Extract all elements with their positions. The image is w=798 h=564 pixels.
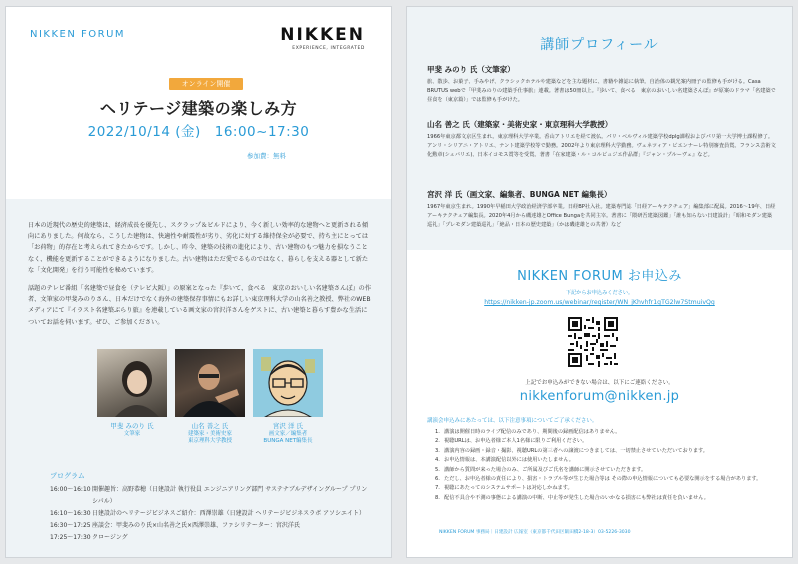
nikken-logo	[280, 25, 365, 51]
speaker-photos	[6, 349, 391, 449]
profile-entry	[427, 119, 777, 160]
event-title: ヘリテージ建築の楽しみ方	[99, 99, 298, 118]
flyer-front-page	[5, 6, 392, 558]
application-instruction: 下記からお申込みください。	[565, 290, 634, 296]
note-item: 3. 講演内容の録画・録音・撮影、視聴URLの第三者への譲渡につきましては、一切禁止させていただいております。	[435, 447, 708, 454]
nikken-tagline: EXPERIENCE, INTEGRATED	[292, 46, 365, 51]
program-item: 日建設計のヘリテージビジネスご紹介：西澤崇雄（日建設計 ヘリテージビジネスラボ アソシエイト）	[92, 510, 365, 517]
program-row	[50, 532, 370, 544]
flyer-back-page	[406, 6, 793, 558]
program-row	[50, 508, 370, 520]
note-item: 1. 講演は開催日時のライブ配信のみであり、期間後の録画配信はありません。	[435, 429, 621, 435]
participation-fee: 参加費：無料	[247, 152, 286, 160]
profile-bio: 1966年東京都文京区生まれ。東京理科大学卒業。香山アトリエを経て渡仏。パリ・ベルヴィル建築学校dplg課程およびパリ第一大学博士課程修了。アンリ・シリアニ・アトリエ、ナント建築学校等で勤務。2002年より東京理科大学勤務。ヴェネツィア・ビエンナーレ特別審査員賞。フランス芸術文化勲章(シュバリエ)、日本イコモス賞等を受賞。著書「在家建築・ル・コルビュジエ作品群」『ジャン・プルーヴェ』など。	[427, 134, 776, 158]
program-time: 16:10～16:30	[50, 510, 91, 517]
speaker-role: 画文家／編集者 BUNGA NET編集長	[263, 430, 313, 444]
alternative-contact-note: 上記でお申込みができない場合は、以下にご連絡ください。	[525, 380, 674, 386]
qr-code-icon[interactable]	[568, 317, 618, 367]
nikken-wordmark: NIKKEN	[280, 25, 365, 45]
speaker-caption	[248, 423, 328, 446]
profile-section	[407, 7, 792, 250]
speaker-name: 宮沢 洋 氏	[272, 422, 304, 430]
speaker-caption	[92, 423, 172, 438]
online-badge: オンライン開催	[169, 78, 243, 90]
event-date: 2022/10/14 (金) 16:00~17:30	[87, 124, 310, 140]
program-item: 座談会：甲斐みのり氏×山名善之氏×西澤崇雄、ファシリテーター：宮沢洋氏	[92, 522, 300, 529]
program-row	[50, 520, 370, 532]
nikken-forum-logo: NIKKEN FORUM	[30, 29, 126, 40]
registration-link[interactable]: https://nikken-jp.zoom.us/webinar/register/WN_jKhvhfr1gTG2lw7StmuivQg	[484, 299, 715, 306]
program-row	[50, 484, 370, 508]
profile-entry	[427, 64, 777, 105]
description-paragraph: 日本の近現代の歴史的建築は、経済成長を優先し、スクラップ＆ビルドにより、今く新しい効率的な建物へと更新される傾向にありました。何故なら、こうした建物は、快適性や耐震性が劣り、劣化に対する維持保全が必要で、持ち主にとっては「お荷物」的存在と考えられてきたからです。しかし、昨今、建築の技術の進化により、古い建物のもつ魅力を損なうことなく、機能を更新することができるようになりました。古い建物はただ愛でるものではなく、暮らしを支える器として新たな「文化開発」を行う可能性を秘めています。	[28, 222, 369, 274]
program-item: クロージング	[92, 534, 128, 541]
contact-email-link[interactable]: nikkenforum@nikken.jp	[519, 389, 680, 404]
profile-heading: 講師プロフィール	[540, 37, 659, 53]
body-section	[6, 199, 391, 558]
profile-bio: 1967年東京生まれ。1990年早稲田大学政治経済学部卒業。日経BP社入社。建築専門誌「日経アーキテクチュア」編集部に配属。2016～19年、日経アーキテクチュア編集長。2020年4月から磯達雄とOffice Bungaを共同主宰。著書に「隈研吾建築図鑑」「誰も知らない日建設計」「昭和モダン建築巡礼」「プレモダン建築巡礼」「絶品・日本の歴史建築」（かは磯達雄との共著）など	[427, 204, 776, 228]
speaker-illustration-miyazawa	[253, 349, 323, 417]
description-paragraph: 話題のテレビ番組「名建築で昼食を（テレビ大阪）」の原案となった『歩いて、食べる 東京のおいしい名建築さんぽ』の作者、文筆家の甲斐みのりさん、日本だけでなく海外の建築保存事情にもお詳しい東京理科大学の山名善之教授、弊社のWEBメディアにて『イラスト名建築ぶらり旅』を連載している画文家の宮沢洋さんをゲストに、古い建築と暮らす豊かな生活についてお話を伺います。ぜひ、ご参加ください。	[28, 285, 372, 326]
note-item: 4. お申込情報は、本講演配信以外には使用いたしません。	[435, 457, 574, 464]
speaker-role: 文筆家	[123, 430, 141, 437]
program-item: 開催趣旨：高野恭穂（日建設計 執行役員 エンジニアリング部門 サステナブルデザイングループ プリンシパル）	[92, 486, 368, 505]
profile-name: 山名 善之 氏（建築家・美術史家・東京理科大学教授）	[427, 120, 613, 129]
application-heading: NIKKEN FORUM お申込み	[517, 269, 682, 284]
profile-name: 宮沢 洋 氏（画文家、編集者、BUNGA NET 編集長）	[427, 190, 612, 199]
speaker-photo-kai	[97, 349, 167, 417]
note-item: 8. 配信不具合や不測の事態による講演の中断、中止等が発生した場合のいかなる損害にも弊社は責任を負いません。	[435, 494, 709, 501]
note-item: 5. 講師から質問が来った場合のみ、ご所属及びご氏名を講師に開示させていただきます。	[435, 466, 647, 473]
program-time: 16:30～17:25	[50, 522, 91, 529]
speaker-name: 山名 善之 氏	[191, 422, 229, 430]
speaker-role: 建築家・美術史家 東京理科大学教授	[187, 430, 232, 444]
program-time: 16:00～16:10	[50, 486, 91, 493]
profile-bio: 旅、散歩、お菓子、手みやげ、クラシックホテルや建築などを主な題材に、書籍や雑誌に執筆。自治体の観光案内冊子の監修も手がける。Casa BRUTUS webで「甲斐みのりの建築手仕事旅」連載。著書は50冊以上。『歩いて、食べる 東京のおいしい名建築さんぽ』が原案のドラマ「名建築で昼食を（東京篇）」では監修も手がけた。	[427, 79, 776, 103]
notes-list	[435, 428, 780, 503]
profile-entry	[427, 189, 777, 230]
note-item: 7. 視聴にあたってのシステムサポートは対応しかねます。	[435, 485, 573, 492]
program-time: 17:25～17:30	[50, 534, 91, 541]
speaker-caption	[170, 423, 250, 446]
organizer-footer: NIKKEN FORUM 事務局｜日建設計 広報室（東京都千代田区飯田橋2-18-3）03-5226-3030	[439, 530, 631, 535]
program-list	[50, 484, 370, 544]
profile-name: 甲斐 みのり 氏（文筆家）	[427, 65, 515, 74]
note-item: 6. ただし、お申込者様の責任により、損害・トラブル等が生じた場合等は その際の申込情報についても必要な開示をする場合があります。	[435, 476, 762, 483]
speaker-name: 甲斐 みのり 氏	[110, 422, 154, 430]
notes-heading: 講演会申込みにあたっては、以下注意事項についてご了承ください。	[427, 418, 598, 424]
header-section	[6, 7, 391, 199]
note-item: 2. 視聴URLは、お申込者様ご本人1名様に限りご利用ください。	[435, 438, 588, 445]
event-description	[28, 220, 373, 328]
program-heading: プログラム	[50, 472, 85, 480]
speaker-photo-yamana	[175, 349, 245, 417]
